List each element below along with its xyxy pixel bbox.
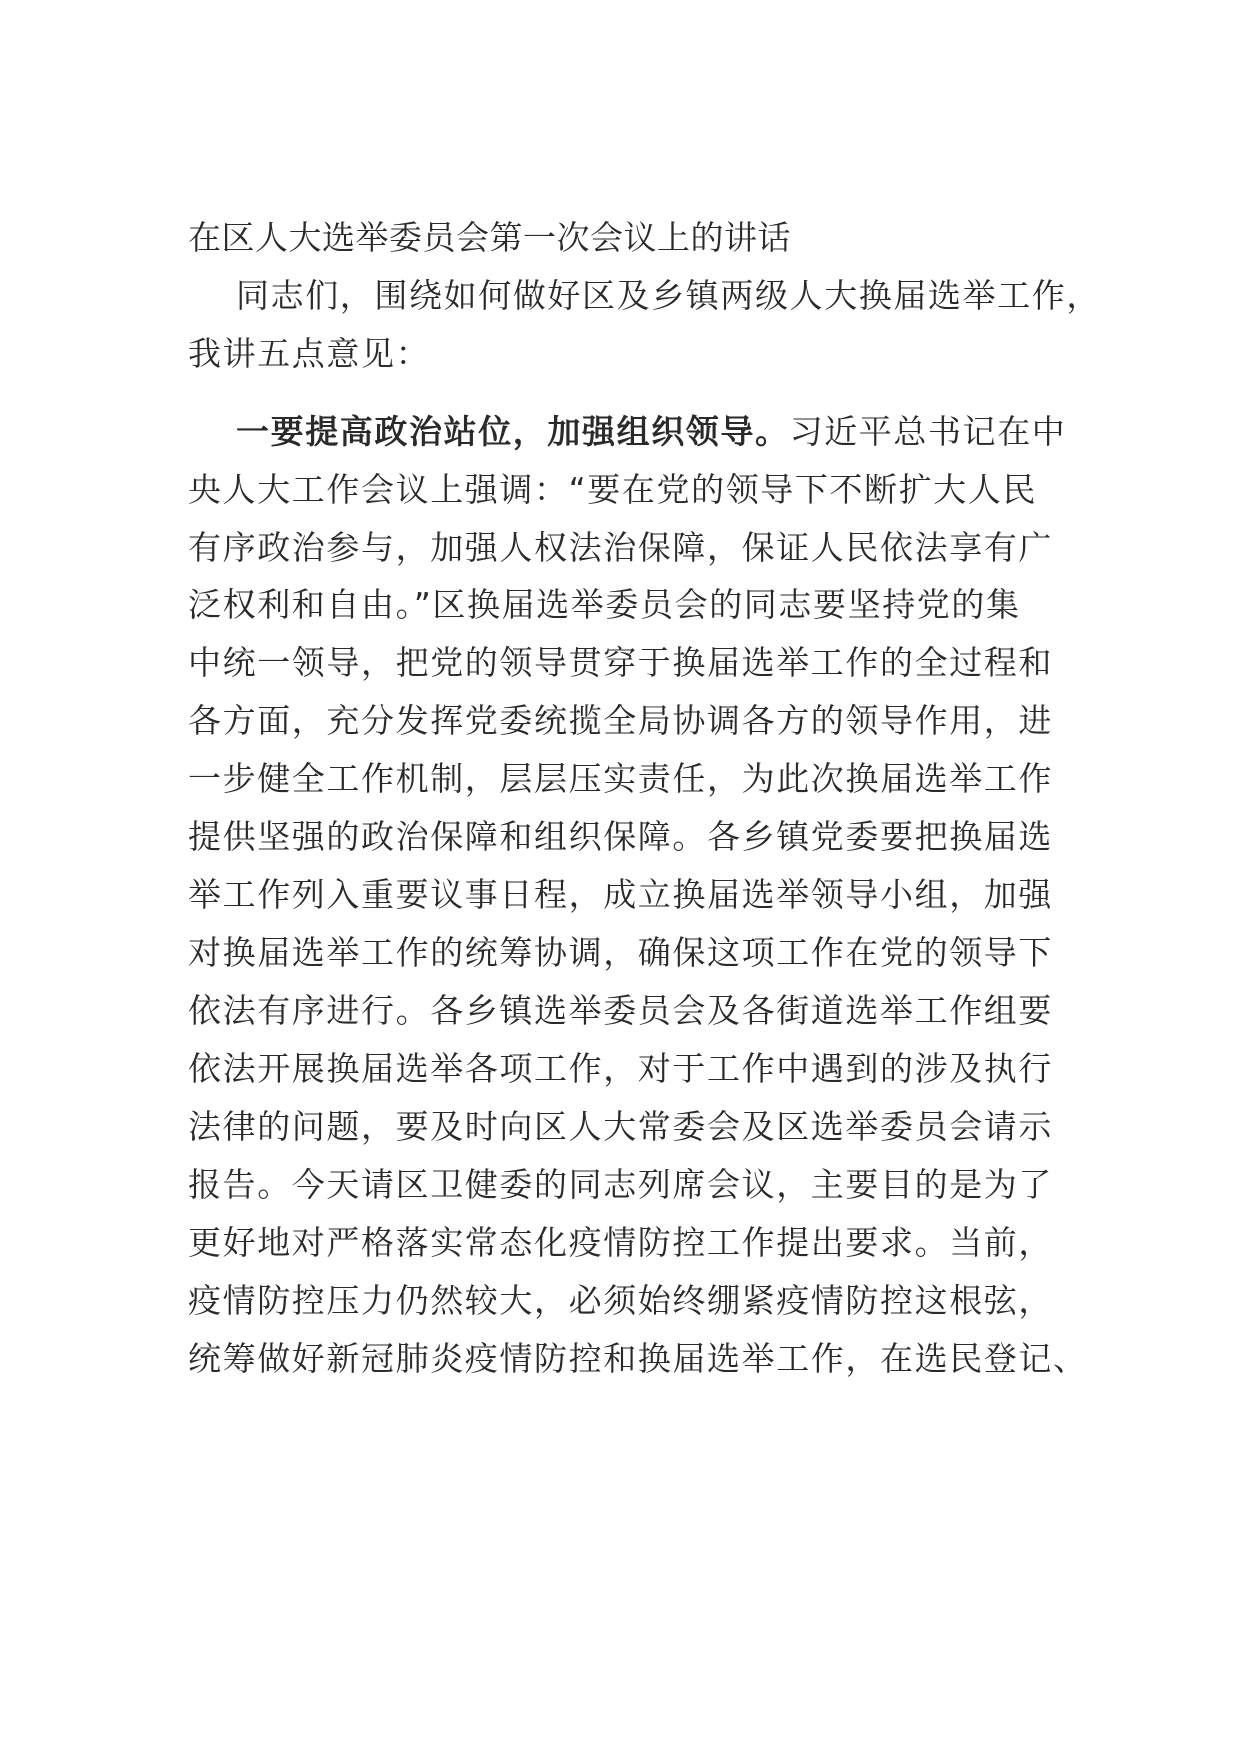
body-line: 对换届选举工作的统筹协调，确保这项工作在党的领导下 <box>188 933 1053 972</box>
section-1-first-line-text: 习近平总书记在中 <box>789 412 1067 451</box>
body-line: 有序政治参与，加强人权法治保障，保证人民依法享有广 <box>188 528 1053 567</box>
body-line: 举工作列入重要议事日程，成立换届选举领导小组，加强 <box>188 875 1053 914</box>
body-line: 提供坚强的政治保障和组织保障。各乡镇党委要把换届选 <box>188 817 1053 856</box>
body-line: 统筹做好新冠肺炎疫情防控和换届选举工作，在选民登记、 <box>188 1339 1088 1378</box>
body-line: 泛权利和自由。”区换届选举委员会的同志要坚持党的集 <box>188 585 1021 624</box>
body-line: 法律的问题，要及时向区人大常委会及区选举委员会请示 <box>188 1107 1053 1146</box>
body-line: 依法有序进行。各乡镇选举委员会及各街道选举工作组要 <box>188 991 1053 1030</box>
intro-line-1: 同志们，围绕如何做好区及乡镇两级人大换届选举工作， <box>236 276 1101 315</box>
intro-line-2: 我讲五点意见： <box>188 334 431 373</box>
section-1-heading: 一要提高政治站位，加强组织领导。 <box>236 412 790 451</box>
body-line: 各方面，充分发挥党委统揽全局协调各方的领导作用，进 <box>188 701 1053 740</box>
body-line: 央人大工作会议上强调：“要在党的领导下不断扩大人民 <box>188 470 1038 509</box>
section-1-first-line <box>236 412 1066 452</box>
body-line: 更好地对严格落实常态化疫情防控工作提出要求。当前， <box>188 1223 1053 1262</box>
body-line: 中统一领导，把党的领导贯穿于换届选举工作的全过程和 <box>188 643 1053 682</box>
body-line: 报告。今天请区卫健委的同志列席会议，主要目的是为了 <box>188 1165 1053 1204</box>
body-line: 疫情防控压力仍然较大，必须始终绷紧疫情防控这根弦， <box>188 1281 1053 1320</box>
body-line: 依法开展换届选举各项工作，对于工作中遇到的涉及执行 <box>188 1049 1053 1088</box>
body-line: 一步健全工作机制，层层压实责任，为此次换届选举工作 <box>188 759 1053 798</box>
document-title: 在区人大选举委员会第一次会议上的讲话 <box>188 218 791 257</box>
